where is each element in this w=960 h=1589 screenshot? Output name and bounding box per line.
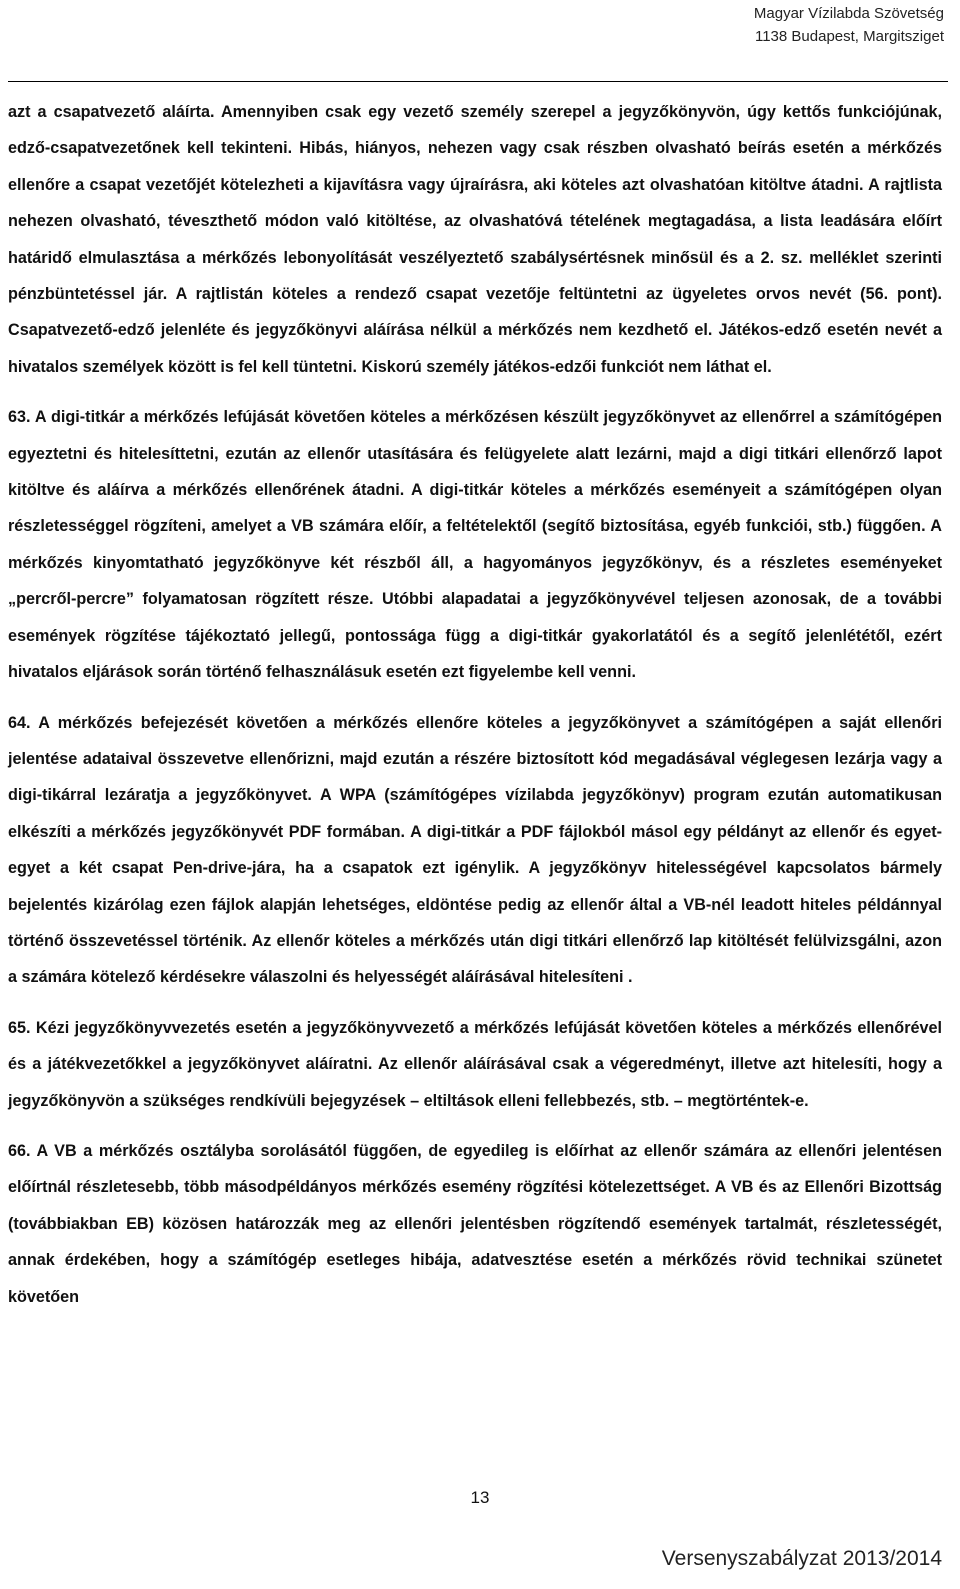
header-address: 1138 Budapest, Margitsziget <box>754 28 944 45</box>
paragraph-63 <box>8 399 942 690</box>
header-divider <box>8 81 948 82</box>
paragraph-64 <box>8 705 942 996</box>
paragraph-65 <box>8 1010 942 1119</box>
document-body <box>8 94 942 1329</box>
paragraph-text: A mérkőzés befejezését követően a mérkőzés ellenőre köteles a jegyzőkönyvet a számítógépen a saját ellenőri jelentése adataival összevetve ellenőrizni, majd ezután a részére biztosított kód megadásával véglegesen lezárja vagy a digi-tikárral lezáratja a jegyzőkönyvet. A WPA (számítógépes vízilabda jegyzőkönyv) program ezután automatikusan elkészíti a mérkőzés jegyzőkönyvét PDF formában. A digi-titkár a PDF fájlokból másol egy példányt az ellenőr és egyet-egyet a két csapat Pen-drive-jára, ha a csapatok ezt igénylik. A jegyzőkönyv hitelességével kapcsolatos bármely bejelentés kizárólag ezen fájlok alapján lehetséges, eldöntése pedig az ellenőr által a VB-nél leadott hiteles példánnyal történő összevetéssel történik. Az ellenőr köteles a mérkőzés után digi titkári ellenőrző lap kitöltését felülvizsgálni, azon a számára kötelező kérdésekre válaszolni és helyességét aláírásával hitelesíteni . <box>8 713 942 987</box>
header-organization: Magyar Vízilabda Szövetség <box>753 5 944 22</box>
footer-document-title: Versenyszabályzat 2013/2014 <box>661 1547 942 1570</box>
paragraph-62-continuation <box>8 94 942 385</box>
paragraph-text: A digi-titkár a mérkőzés lefújását követően köteles a mérkőzésen készült jegyzőkönyvet az ellenőrrel a számítógépen egyeztetni és hitelesíttetni, ezután az ellenőr utasítására és felügyelete alatt lezárni, majd a digi titkári ellenőrző lapot kitöltve és aláírva a mérkőzés ellenőrének átadni. A digi-titkár köteles a mérkőzés eseményeit a számítógépen olyan részletességgel rögzíteni, amelyet a VB számára előír, a feltételektől (segítő biztosítása, egyéb funkciói, stb.) függően. A mérkőzés kinyomtatható jegyzőkönyve két részből áll, a hagyományos jegyzőkönyv, és a részletes eseményeket „percről-percre” folyamatosan rögzített része. Utóbbi alapadatai a jegyzőkönyvével teljesen azonosak, de a további események rögzítése tájékoztató jellegű, pontossága függ a digi-titkár gyakorlatától és a segítő jelenlététől, ezért hivatalos eljárások során történő felhasználásuk esetén ezt figyelembe kell venni. <box>8 408 942 682</box>
paragraph-66 <box>8 1133 942 1315</box>
paragraph-number: 66. <box>8 1141 31 1160</box>
paragraph-text: Kézi jegyzőkönyvvezetés esetén a jegyzőkönyvvezető a mérkőzés lefújását követően köteles a mérkőzés ellenőrével és a játékvezetőkkel a jegyzőkönyvet aláíratni. Az ellenőr aláírásával csak a végeredményt, illetve azt hitelesíti, hogy a jegyzőkönyvön a szükséges rendkívüli bejegyzések – eltiltások elleni fellebbezés, stb. – megtörténtek-e. <box>8 1018 942 1110</box>
page-header <box>754 2 944 48</box>
paragraph-text-bold: azt a csapatvezető aláírta. Amennyiben csak egy vezető személy szerepel a jegyzőkönyvön, úgy kettős funkciójúnak, edző-csapatvezetőnek kell tekinteni. Hibás, hiányos, nehezen vagy csak részben olvasható beírás esetén a mérkőzés ellenőre a csapat vezetőjét kötelezheti a kijavításra vagy újraírásra, aki köteles azt olvashatóan kitöltve átadni. <box>8 103 942 194</box>
paragraph-text: A VB a mérkőzés osztályba sorolásától függően, de egyedileg is előírhat az ellenőr számára az ellenőri jelentésen előírtnál részletesebb, több másodpéldányos mérkőzés esemény rögzítési kötelezettséget. A VB és az Ellenőri Bizottság (továbbiakban EB) közösen határozzák meg az ellenőri jelentésben rögzítendő események tartalmát, részletességét, annak érdekében, hogy a számítógép esetleges hibája, adatvesztése esetén a mérkőzés rövid technikai szünetet követően <box>8 1141 942 1306</box>
paragraph-number: 63. <box>8 408 31 427</box>
paragraph-text: A rajtlista nehezen olvasható, téveszthető módon való kitöltése, az olvashatóvá tételének megtagadása, a lista leadására előírt határidő elmulasztása a mérkőzés lebonyolítását veszélyeztető szabálysértésnek minősül és a 2. sz. melléklet szerinti pénzbüntetéssel jár. A rajtlistán köteles a rendező csapat vezetője feltüntetni az ügyeletes orvos nevét (56. pont). Csapatvezető-edző jelenléte és jegyzőkönyvi aláírása nélkül a mérkőzés nem kezdhető el. Játékos-edző esetén nevét a hivatalos személyek között is fel kell tüntetni. Kiskorú személy játékos-edzői funkciót nem láthat el. <box>8 175 942 376</box>
paragraph-number: 64. <box>8 713 31 732</box>
paragraph-number: 65. <box>8 1018 31 1037</box>
page-number: 13 <box>470 1488 490 1507</box>
